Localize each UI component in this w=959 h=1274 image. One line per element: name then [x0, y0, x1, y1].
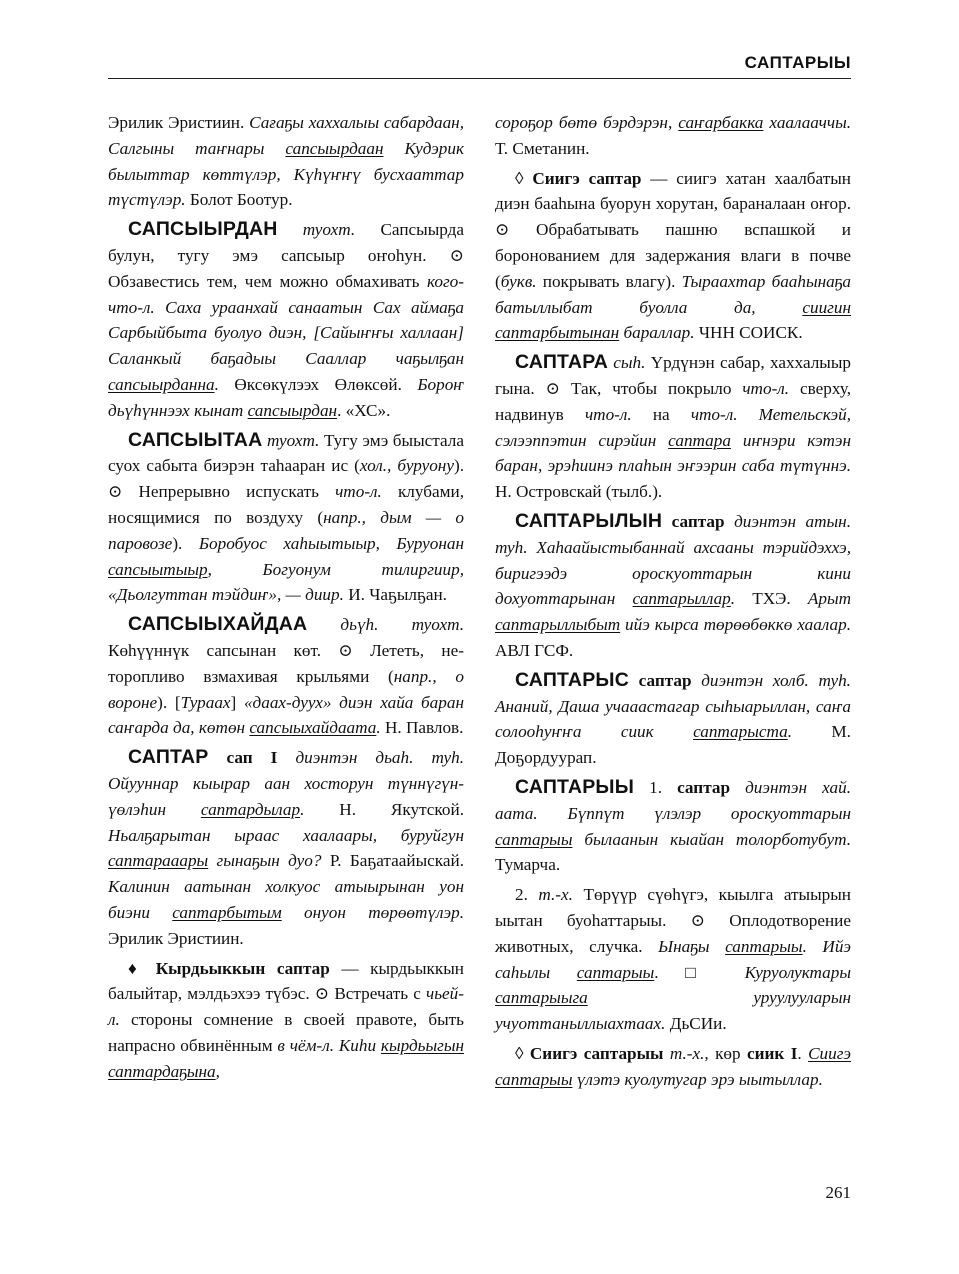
right-column	[495, 110, 851, 1096]
headword: САПТАР	[128, 746, 209, 769]
headword: САПТАРЫЫ	[515, 775, 634, 798]
left-column	[108, 110, 464, 1088]
idiom-siige-saptar: ◊ Сиигэ саптар — сиигэ хатан хаалбатын диэн бааһына буорун хорутан, бараналаан оҥор. ⊙ Обрабатывать пашню вспашкой и боронованием для задержания влаги в почве (букв. покрывать влагу). Тыраахтар бааһынаҕа батыллыбат буолла да, сиигин саптарбытынан бараллар. ЧНН СОИСК.	[495, 168, 851, 343]
entry-saptara: САПТАРА сыһ. Үрдүнэн сабар, хаххалыыр гына. ⊙ Так, чтобы покрыло что-л. сверху, надвинув что-л. на что-л. Метельскэй, сэлээппэтин сирэйин саптара иҥнэри кэтэн баран, эрэһиинэ плаһын эҥээрин саба түтүннэ. Н. Островскай (тылб.).	[495, 351, 851, 502]
entry-saptarys: САПТАРЫС саптар диэнтэн холб. туһ. Ананий, Даша учааастагар сыһыарыллан, саҥа солооһуҥҥа сиик саптарыста. М. Доҕордуурап.	[495, 668, 851, 768]
entry-saptaryy: САПТАРЫЫ 1. саптар диэнтэн хай. аата. Бүппүт үлэлэр ороскуоттарын саптарыы былаанын кыайан толорботубут. Тумарча.	[495, 775, 852, 875]
idiom-kyrdyykkyn-saptar: ♦ Кырдьыккын саптар — кырдьыккын балыйтар, мэлдьэхээ түбэс. ⊙ Встречать с чьей-л. стороны сомнение в своей правоте, быть напрасно обвинённым в чём-л. Киһи кырдьыгын саптардаҕына,	[108, 958, 464, 1081]
entry-sapsyykhaidaa: САПСЫЫХАЙДАА дьүһ. туохт. Көһүүннүк сапсынан көт. ⊙ Лететь, неторопливо взмахивая крыльями (напр., о вороне). [Тураах] «даах-дуух» диэн хайа баран саҥарда да, көтөн сапсыыхайдаата. Н. Павлов.	[108, 613, 464, 738]
headword: САПСЫЫРДАН	[128, 218, 278, 241]
entry-sapsyyrdan: САПСЫЫРДАН туохт. Сапсыырда булун, тугу эмэ сапсыыр оҥоһун. ⊙ Обзавестись тем, чем можно обмахивать кого-что-л. Саха ураанхай санаатын Сах аймаҕа Сарбыйбыта буолуо диэн, [Сайыҥҥы халлаан] Саланкый баҕадыы Сааллар чаҕылҕан сапсыырданна. Өксөкүлээх Өлөксөй. Бороҥ дьүһүннээх кынат сапсыырдан. «ХС».	[108, 218, 464, 420]
running-header	[108, 52, 851, 79]
entry-saptar: САПТАР сап I диэнтэн дьаһ. туһ. Ойууннар кыырар аан хосторун түннүгүн-үөлэһин саптардылар. Н. Якутской. Ньалҕарытан ыраас хаалаары, буруйгун саптарааары гынаҕын дуо? Р. Баҕатаайыскай. Калинин аатынан холкуос атыырынан уон биэни саптарбытым онуон төрөөтүлэр. Эрилик Эристиин.	[108, 746, 464, 948]
page-number: 261	[825, 1183, 851, 1202]
headword: САПСЫЫТАА	[128, 428, 263, 451]
headword: САПСЫЫХАЙДАА	[128, 613, 308, 636]
headword: САПТАРЫС	[515, 668, 629, 691]
headword: САПТАРА	[515, 351, 608, 374]
entry-continuation: сороҕор бөтө бэрдэрэн, саҥарбакка хаалааччы. Т. Сметанин.	[495, 113, 852, 158]
idiom-siige-saptaryy: ◊ Сиигэ саптарыы т.-х., көр сиик I. Сиигэ саптарыы үлэтэ куолутугар эрэ ыытыллар.	[495, 1043, 851, 1089]
entry-continuation: Эрилик Эристиин. Сағаҕы хаххалыы сабардаан, Салгыны таҥнары сапсыырдаан Кудэрик былыттар көттүлэр, Күһүҥҥү бусхааттар түстүлэр. Болот Боотур.	[108, 113, 465, 210]
running-header-title: САПТАРЫЫ	[744, 53, 851, 72]
entry-saptarylyn: САПТАРЫЛЫН саптар диэнтэн атын. туһ. Хаһаайыстыбаннай ахсааны тэрийдэххэ, биригээдэ ороскуоттарын кини дохуоттарынан саптарыллар. ТХЭ. Арыт саптарыллыбыт ийэ кырса төрөөбөккө хаалар. АВЛ ГСФ.	[495, 509, 852, 660]
entry-saptaryy-sense-2: 2. т.-х. Төрүүр сүөһүгэ, кыылга атыырын ыытан буоһаттарыы. ⊙ Оплодотворение животных, случка. Ынаҕы саптарыы. Ийэ саһылы саптарыы. □ Куруолуктары саптарыыга уруулууларын учуоттаныллыахтаах. ДьСИи.	[495, 885, 852, 1034]
entry-sapsyytaa: САПСЫЫТАА туохт. Тугу эмэ быыстала суох сабыта биэрэн таһааран ис (хол., буруону). ⊙ Непрерывно испускать что-л. клубами, носящимися по воздуху (напр., дым — о паровозе). Боробуос хаһыытыыр, Буруонан сапсыытыыр, Богуонум тилиргиир, «Дьолгуттан тэйдиҥ», — диир. И. Чаҕылҕан.	[108, 428, 464, 605]
headword: САПТАРЫЛЫН	[515, 509, 663, 532]
